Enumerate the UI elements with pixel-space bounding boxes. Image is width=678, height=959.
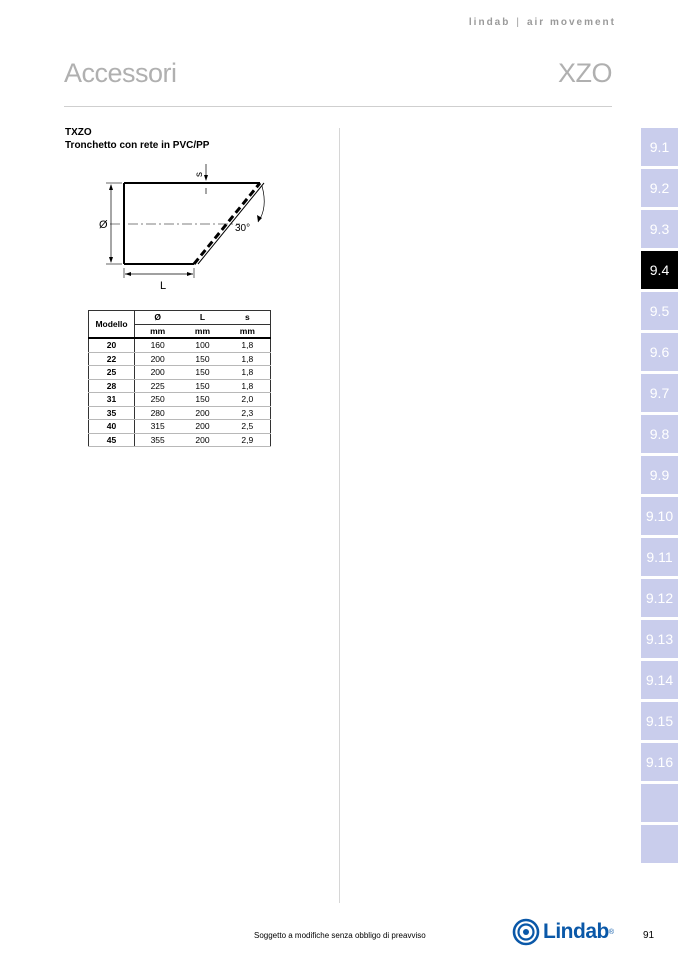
length-label: L: [160, 280, 167, 292]
header-length: L: [199, 312, 206, 322]
footer-disclaimer: Soggetto a modifiche senza obbligo di preavviso: [254, 931, 426, 940]
tab-9-6[interactable]: 9.6: [641, 333, 678, 371]
header-thickness: s: [244, 312, 250, 322]
section-title: Accessori: [64, 58, 177, 88]
tab-9-16[interactable]: 9.16: [641, 743, 678, 781]
table-row: 45 355 200 2,9: [89, 433, 271, 447]
table-row: 31 250 150 2,0: [89, 393, 271, 407]
angle-label: 30°: [235, 223, 251, 234]
lindab-swirl-icon: [512, 918, 540, 946]
tab-9-1[interactable]: 9.1: [641, 128, 678, 166]
technical-drawing: [90, 160, 280, 300]
tab-9-15[interactable]: 9.15: [641, 702, 678, 740]
unit-thickness: mm: [225, 324, 271, 338]
tab-9-11[interactable]: 9.11: [641, 538, 678, 576]
table-row: 35 280 200 2,3: [89, 406, 271, 420]
tab-9-14[interactable]: 9.14: [641, 661, 678, 699]
brand-separator: |: [516, 17, 521, 28]
tab-9-13[interactable]: 9.13: [641, 620, 678, 658]
brand-tagline: [469, 17, 616, 28]
header-model: Modello: [89, 311, 135, 339]
table-row: 28 225 150 1,8: [89, 379, 271, 393]
brand-slogan: air movement: [526, 17, 616, 28]
tab-empty: [641, 825, 678, 863]
tab-empty: [641, 784, 678, 822]
tab-9-3[interactable]: 9.3: [641, 210, 678, 248]
page-number: 91: [643, 930, 655, 941]
product-code: TXZO: [65, 127, 92, 138]
thickness-label: s: [194, 172, 205, 177]
table-row: 40 315 200 2,5: [89, 420, 271, 434]
unit-length: mm: [180, 324, 224, 338]
tab-9-10[interactable]: 9.10: [641, 497, 678, 535]
tab-9-12[interactable]: 9.12: [641, 579, 678, 617]
chapter-tabs: [641, 128, 678, 866]
unit-diameter: mm: [135, 324, 181, 338]
specification-table: [88, 310, 271, 447]
header-diameter: Ø: [154, 312, 161, 322]
lindab-logo: [512, 918, 614, 946]
header-divider: [64, 106, 612, 107]
diameter-label: Ø: [99, 219, 108, 231]
table-row: 22 200 150 1,8: [89, 352, 271, 366]
product-family-title: XZO: [557, 58, 612, 88]
tab-9-2[interactable]: 9.2: [641, 169, 678, 207]
tab-9-4[interactable]: 9.4: [641, 251, 678, 289]
tab-9-5[interactable]: 9.5: [641, 292, 678, 330]
table-row: 20 160 100 1,8: [89, 338, 271, 352]
brand-name: lindab: [468, 17, 511, 28]
column-divider: [339, 128, 340, 903]
tab-9-7[interactable]: 9.7: [641, 374, 678, 412]
logo-registered: ®: [608, 928, 614, 936]
logo-wordmark: Lindab: [543, 920, 609, 943]
product-description: Tronchetto con rete in PVC/PP: [65, 140, 210, 151]
tab-9-8[interactable]: 9.8: [641, 415, 678, 453]
tab-9-9[interactable]: 9.9: [641, 456, 678, 494]
table-row: 25 200 150 1,8: [89, 366, 271, 380]
